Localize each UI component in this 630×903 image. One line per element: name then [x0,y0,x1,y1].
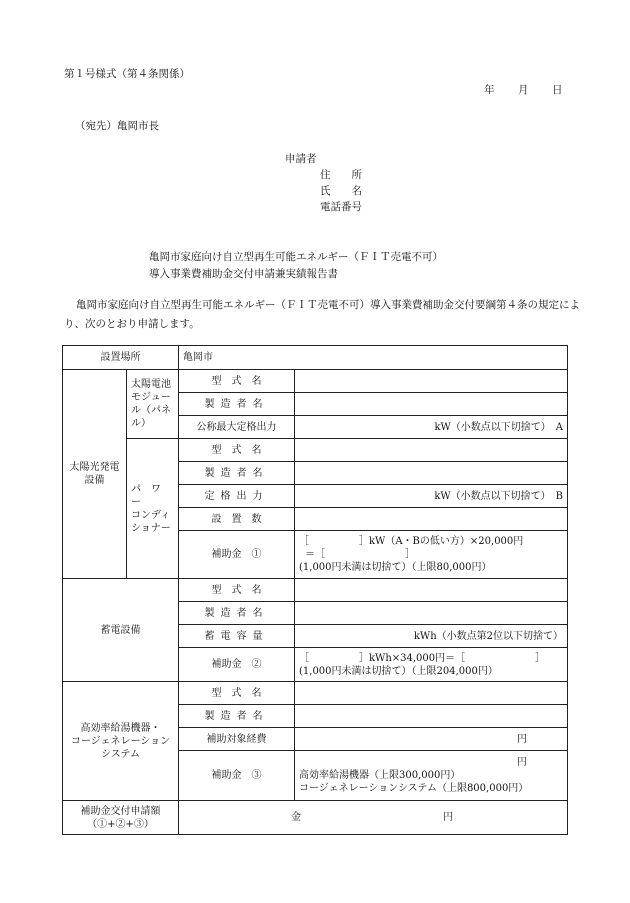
row-solar-module-model [63,370,568,393]
storage-model-label: 型 式 名 [179,579,295,602]
pcs-maker-label: 製造者名 [179,462,295,485]
module-maker-label: 製造者名 [179,393,295,416]
date-line [484,82,563,97]
subsidy-3-unit: 円 [517,757,527,768]
max-output-unit: kW（小数点以下切捨て） A [434,421,563,433]
rated-output-label: 定格出力 [179,485,295,508]
capacity-unit: kWh（小数点第2位以下切捨て） [413,630,563,642]
units-label: 設 置 数 [179,508,295,531]
date-day: 日 [552,84,563,96]
row-storage-model [63,579,568,602]
pcs-model-label: 型 式 名 [179,439,295,462]
subsidy-2-note: (1,000円未満は切捨て）（上限204,000円） [299,665,498,677]
subsidy-2-label: 補助金 ② [179,648,295,682]
capacity-field[interactable] [295,625,568,648]
pcs-maker-field[interactable] [295,462,568,485]
subsidy-1-result: ＝［ ］ [305,549,415,560]
total-label: 補助金交付申請額 （①+②+③） [63,801,179,835]
document-title-line2: 導入事業費補助金交付申請兼実績報告書 [149,268,338,280]
storage-maker-field[interactable] [295,602,568,625]
heater-model-field[interactable] [295,682,568,705]
max-output-label: 公称最大定格出力 [179,416,295,439]
subsidy-1-formula: ［ ］kW（A・Bの低い方）×20,000円 [299,536,524,547]
body-text: 亀岡市家庭向け自立型再生可能エネルギー（ＦＩＴ売電不可）導入事業費補助金交付要綱第４条の規定により、次のとおり申請します。 [64,299,580,330]
applicant-name-label: 氏 名 [320,185,362,197]
storage-model-field[interactable] [295,579,568,602]
row-pcs-model [63,439,568,462]
row-total [63,801,568,835]
max-output-field[interactable] [295,416,568,439]
subsidy-1-field[interactable] [295,531,568,579]
location-label: 設置場所 [63,346,179,370]
document-title-line1: 亀岡市家庭向け自立型再生可能エネルギー（ＦＩＴ売電不可） [149,251,443,263]
total-prefix: 金 [291,812,301,823]
applicant-address-label: 住 所 [320,169,362,181]
storage-category-label: 蓄電設備 [63,579,179,682]
pcs-label: パ ワ ー コンディ ショナー [127,439,179,579]
heater-maker-label: 製造者名 [179,705,295,728]
date-month: 月 [518,84,529,96]
heater-maker-field[interactable] [295,705,568,728]
module-maker-field[interactable] [295,393,568,416]
rated-output-field[interactable] [295,485,568,508]
subsidy-3-field[interactable] [295,751,568,801]
expense-label: 補助対象経費 [179,728,295,751]
application-form-table [62,345,568,835]
pcs-model-field[interactable] [295,439,568,462]
total-unit: 円 [443,812,453,823]
solar-module-label: 太陽電池 モジュー ル（パネ ル） [127,370,179,439]
row-heater-model [63,682,568,705]
module-model-label: 型 式 名 [179,370,295,393]
applicant-phone-label: 電話番号 [320,201,362,213]
subsidy-3-line2: コージェネレーションシステム（上限800,000円） [299,783,529,794]
location-value[interactable]: 亀岡市 [179,346,568,370]
subsidy-1-note: (1,000円未満は切捨て）（上限80,000円） [299,562,492,573]
total-field[interactable] [179,801,568,835]
addressee: （宛先）亀岡市長 [75,120,159,132]
subsidy-3-label: 補助金 ③ [179,751,295,801]
storage-maker-label: 製造者名 [179,602,295,625]
date-year: 年 [484,84,495,96]
units-field[interactable] [295,508,568,531]
solar-category-label: 太陽光発電 設備 [63,370,127,579]
subsidy-2-field[interactable] [295,648,568,682]
subsidy-2-formula: ［ ］kWh×34,000円＝［ ］ [299,652,546,664]
module-model-field[interactable] [295,370,568,393]
heater-category-label: 高効率給湯機器・ コージェネレーション システム [63,682,179,801]
expense-field[interactable] [295,728,568,751]
form-number: 第１号様式（第４条関係） [64,68,190,80]
subsidy-3-line1: 高効率給湯機器（上限300,000円） [299,770,461,781]
heater-model-label: 型 式 名 [179,682,295,705]
subsidy-1-label: 補助金 ① [179,531,295,579]
expense-unit: 円 [517,733,527,745]
row-location [63,346,568,370]
rated-output-unit: kW（小数点以下切捨て） B [434,490,563,502]
applicant-heading: 申請者 [285,153,317,165]
capacity-label: 蓄電容量 [179,625,295,648]
